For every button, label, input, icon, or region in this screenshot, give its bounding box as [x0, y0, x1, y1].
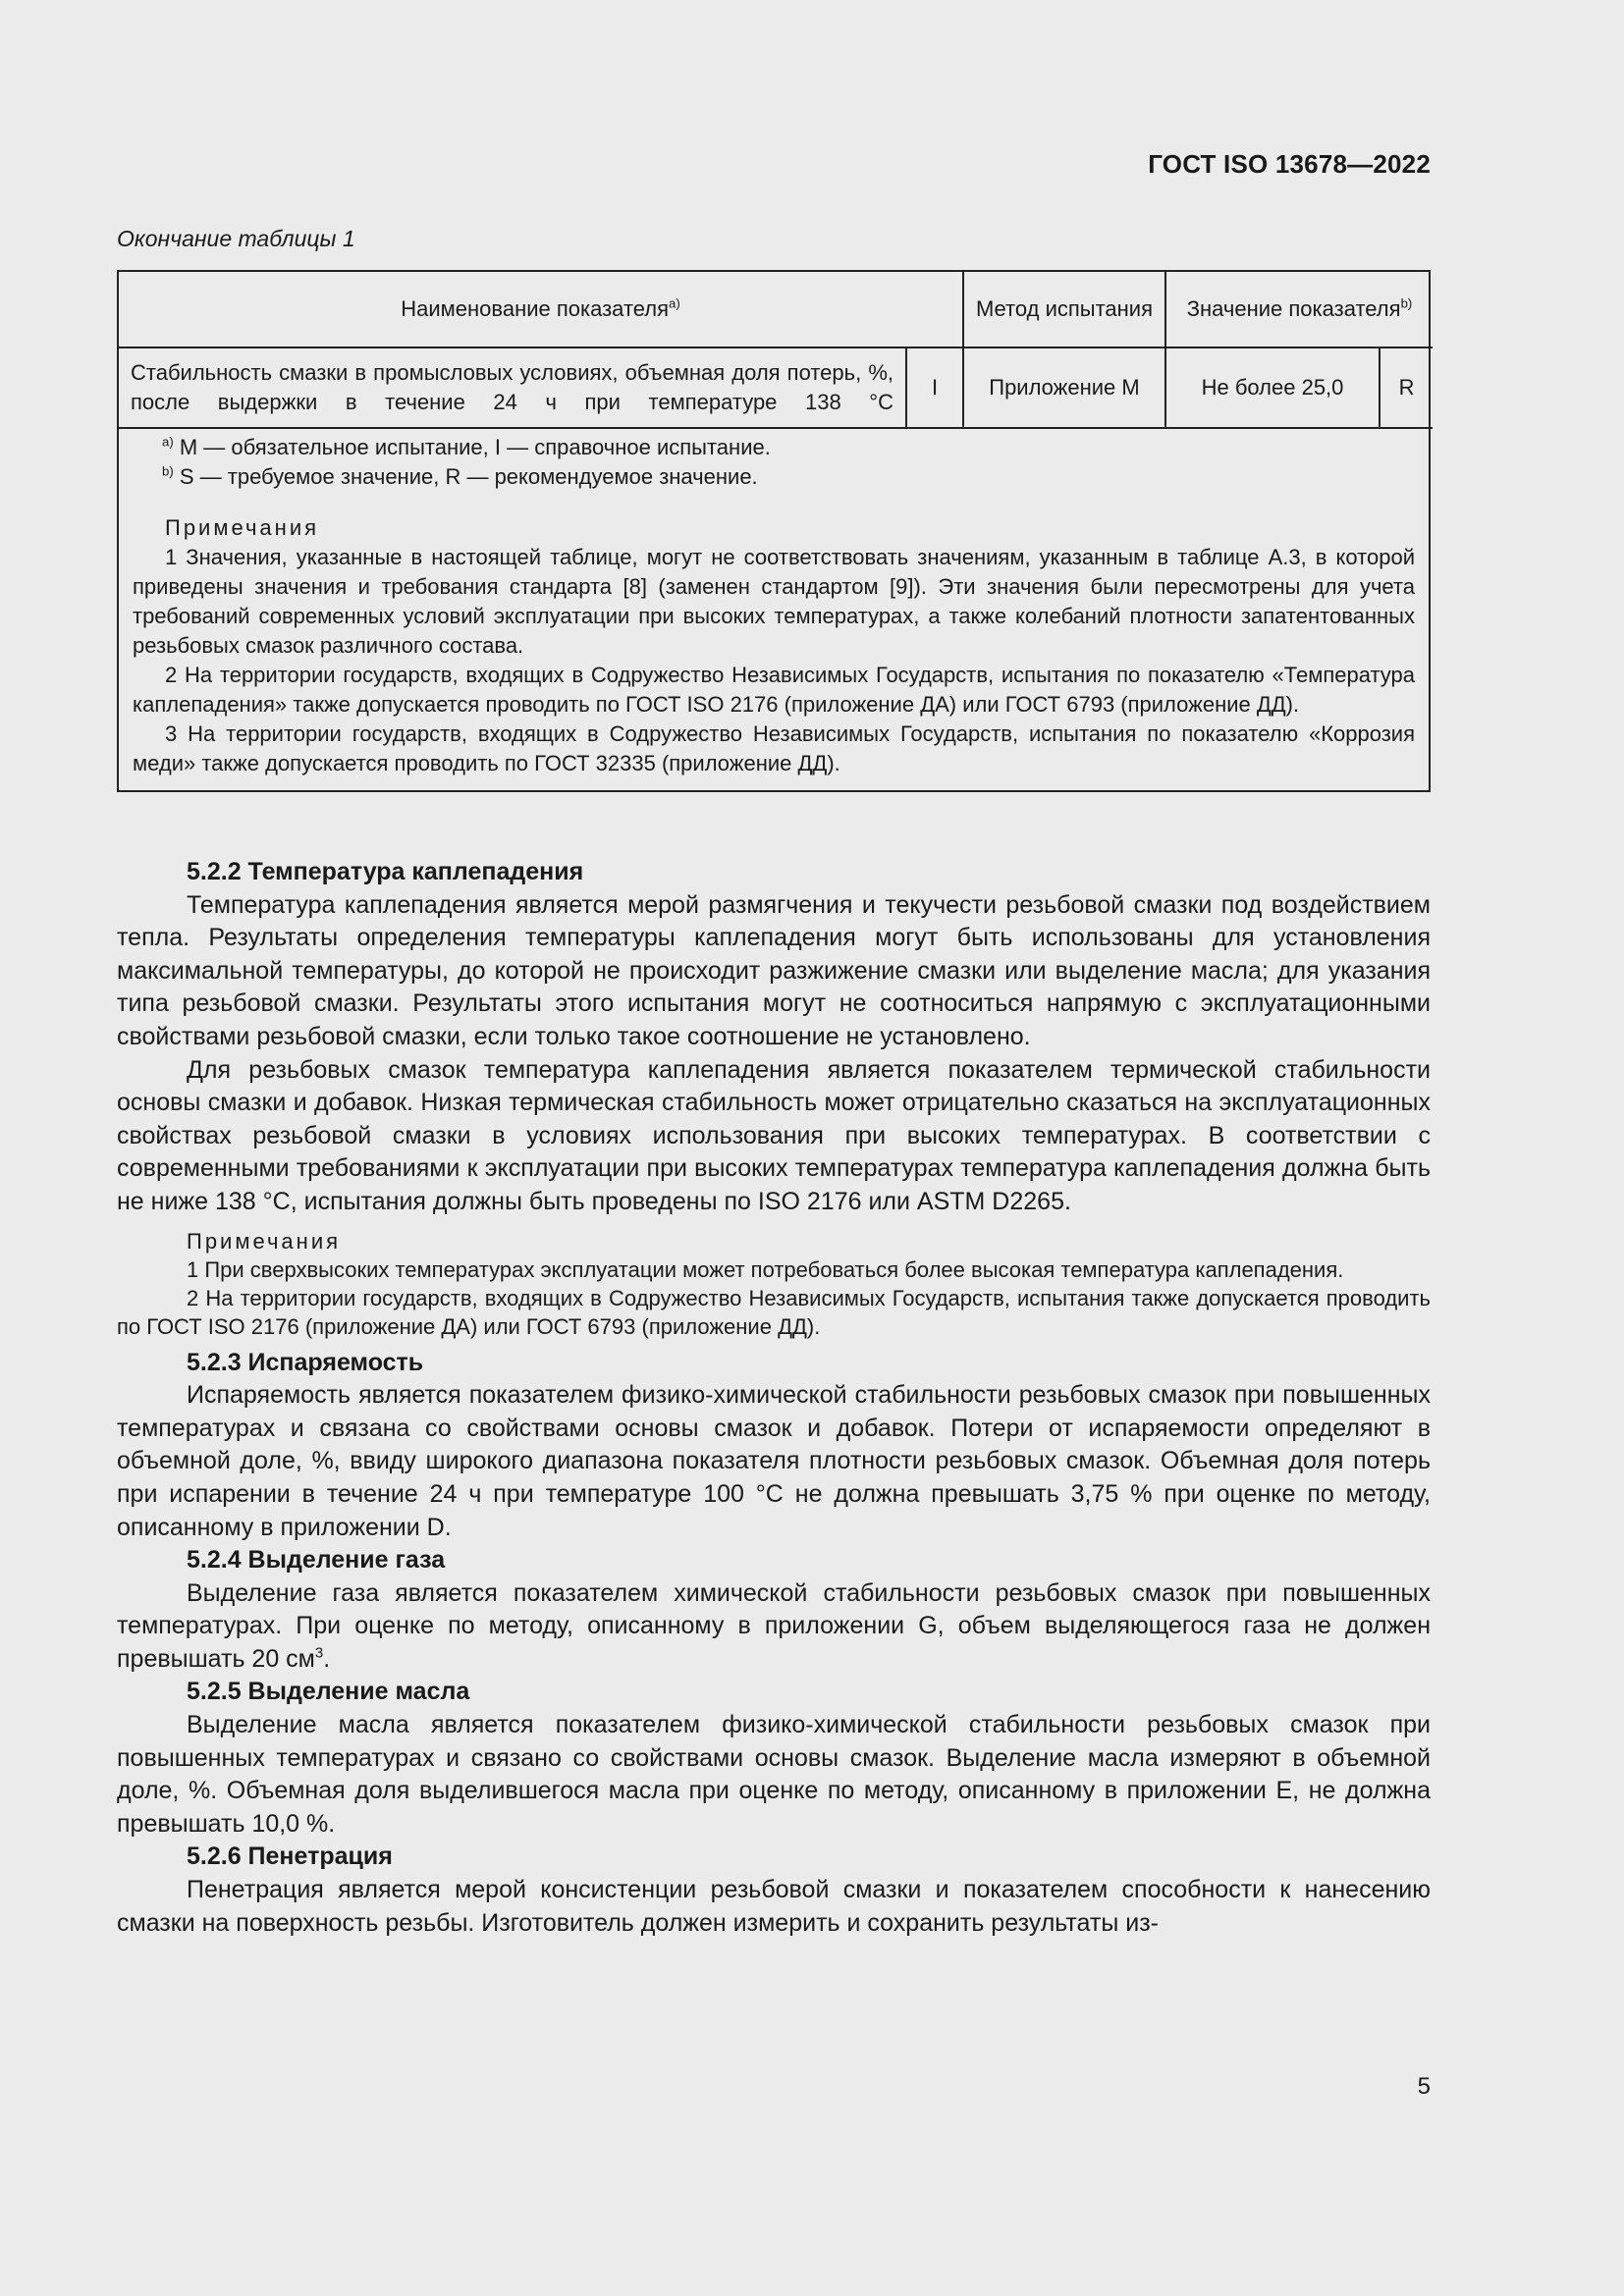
- footnote-a: $^{a)}$ M — обязательное испытание, I — справочное испытание.: [162, 434, 771, 459]
- notes-heading: Примечания: [165, 515, 320, 540]
- header-method: Метод испытания: [963, 272, 1165, 347]
- table-header-row: [119, 272, 1433, 347]
- section-5-2-6-title: 5.2.6 Пенетрация: [187, 1842, 393, 1871]
- section-5-2-3-title: 5.2.3 Испаряемость: [187, 1348, 424, 1376]
- table-caption: Окончание таблицы 1: [117, 226, 355, 251]
- table-note-2: 2 На территории государств, входящих в Содружество Независимых Государств, испытания по показателю «Температура каплепадения» также допускается проводить по ГОСТ ISO 2176 (приложение ДА) или ГОСТ 6793 (приложение ДД).: [133, 663, 1415, 717]
- notes-heading: Примечания: [187, 1228, 342, 1254]
- cell-requirement: R: [1380, 347, 1433, 428]
- cell-name: Стабильность смазки в промысловых условиях, объемная доля потерь, %, после выдержки в течение 24 ч при температуре 138 °С: [119, 347, 906, 428]
- cell-type: I: [906, 347, 963, 428]
- section-5-2-5-title: 5.2.5 Выделение масла: [187, 1678, 470, 1706]
- section-5-2-3-para-1: Испаряемость является показателем физико-химической стабильности резьбовых смазок при повышенных температурах и связана со свойствами основы смазок и добавок. Потери от испаряемости определяют в объемной доле, %, ввиду широкого диапазона показателя плотности резьбовых смазок. Объемная доля потерь при испарении в течение 24 ч при температуре 100 °С не должна превышать 3,75 % при оценке по методу, описанному в приложении D.: [117, 1381, 1431, 1541]
- document-id: ГОСТ ISO 13678—2022: [1148, 149, 1431, 179]
- table-notes: [119, 429, 1429, 790]
- cell-value: Не более 25,0: [1165, 347, 1380, 428]
- indicators-table: [117, 270, 1431, 792]
- section-5-2-2-title: 5.2.2 Температура каплепадения: [187, 858, 584, 885]
- body-text: [117, 856, 1431, 1940]
- footnote-b: $^{b)}$ S — требуемое значение, R — рекомендуемое значение.: [162, 463, 758, 489]
- page-number: 5: [1417, 2073, 1431, 2100]
- section-5-2-2-note-1: 1 При сверхвысоких температурах эксплуатации может потребоваться более высокая температура каплепадения.: [187, 1256, 1344, 1282]
- table-note-3: 3 На территории государств, входящих в Содружество Независимых Государств, испытания по показателю «Коррозия меди» также допускается проводить по ГОСТ 32335 (приложение ДД).: [133, 721, 1415, 775]
- header-value: Значение показателя$^{b)}$: [1165, 272, 1433, 347]
- section-5-2-4-para-1: Выделение газа является показателем химической стабильности резьбовых смазок при повышенных температурах. При оценке по методу, описанному в приложении G, объем выделяющегося газа не должен превышать 20 $см^3$.: [117, 1578, 1431, 1673]
- header-name: Наименование показателя$^{a)}$: [119, 272, 963, 347]
- section-5-2-5-para-1: Выделение масла является показателем физико-химической стабильности резьбовых смазок при повышенных температурах и связано со свойствами основы смазок. Выделение масла измеряют в объемной доле, %. Объемная доля выделившегося масла при оценке по методу, описанному в приложении Е, не должна превышать 10,0 %.: [117, 1711, 1431, 1838]
- table-grid: [119, 272, 1433, 429]
- section-5-2-2-note-2: 2 На территории государств, входящих в Содружество Независимых Государств, испытания также допускается проводить по ГОСТ ISO 2176 (приложение ДА) или ГОСТ 6793 (приложение ДД).: [117, 1285, 1431, 1339]
- section-5-2-4-title: 5.2.4 Выделение газа: [187, 1546, 446, 1575]
- section-5-2-2-para-2: Для резьбовых смазок температура каплепадения является показателем термической стабильности основы смазки и добавок. Низкая термическая стабильность может отрицательно сказаться на эксплуатационных свойствах резьбовой смазки в условиях использования при высоких температурах. В соответствии с современными требованиями к эксплуатации при высоких температурах температура каплепадения должна быть не ниже 138 °С, испытания должны быть проведены по ISO 2176 или ASTM D2265.: [117, 1055, 1431, 1215]
- cell-method: Приложение М: [963, 347, 1165, 428]
- table-row: [119, 347, 1433, 428]
- section-5-2-2-notes: [117, 1227, 1431, 1341]
- table-note-1: 1 Значения, указанные в настоящей таблице, могут не соответствовать значениям, указанным в таблице А.3, в которой приведены значения и требования стандарта [8] (заменен стандартом [9]). Эти значения были пересмотрены для учета требований современных условий эксплуатации при высоких температурах, а также колебаний плотности запатентованных резьбовых смазок различного состава.: [133, 545, 1415, 658]
- section-5-2-6-para-1: Пенетрация является мерой консистенции резьбовой смазки и показателем способности к нанесению смазки на поверхность резьбы. Изготовитель должен измерить и сохранить результаты из-: [117, 1876, 1431, 1937]
- section-5-2-2-para-1: Температура каплепадения является мерой размягчения и текучести резьбовой смазки под воздействием тепла. Результаты определения температуры каплепадения могут быть использованы для установления максимальной температуры, до которой не происходит разжижение смазки или выделение масла; для указания типа резьбовой смазки. Результаты этого испытания могут не соотноситься напрямую с эксплуатационными свойствами резьбовой смазки, если только такое соотношение не установлено.: [117, 890, 1431, 1050]
